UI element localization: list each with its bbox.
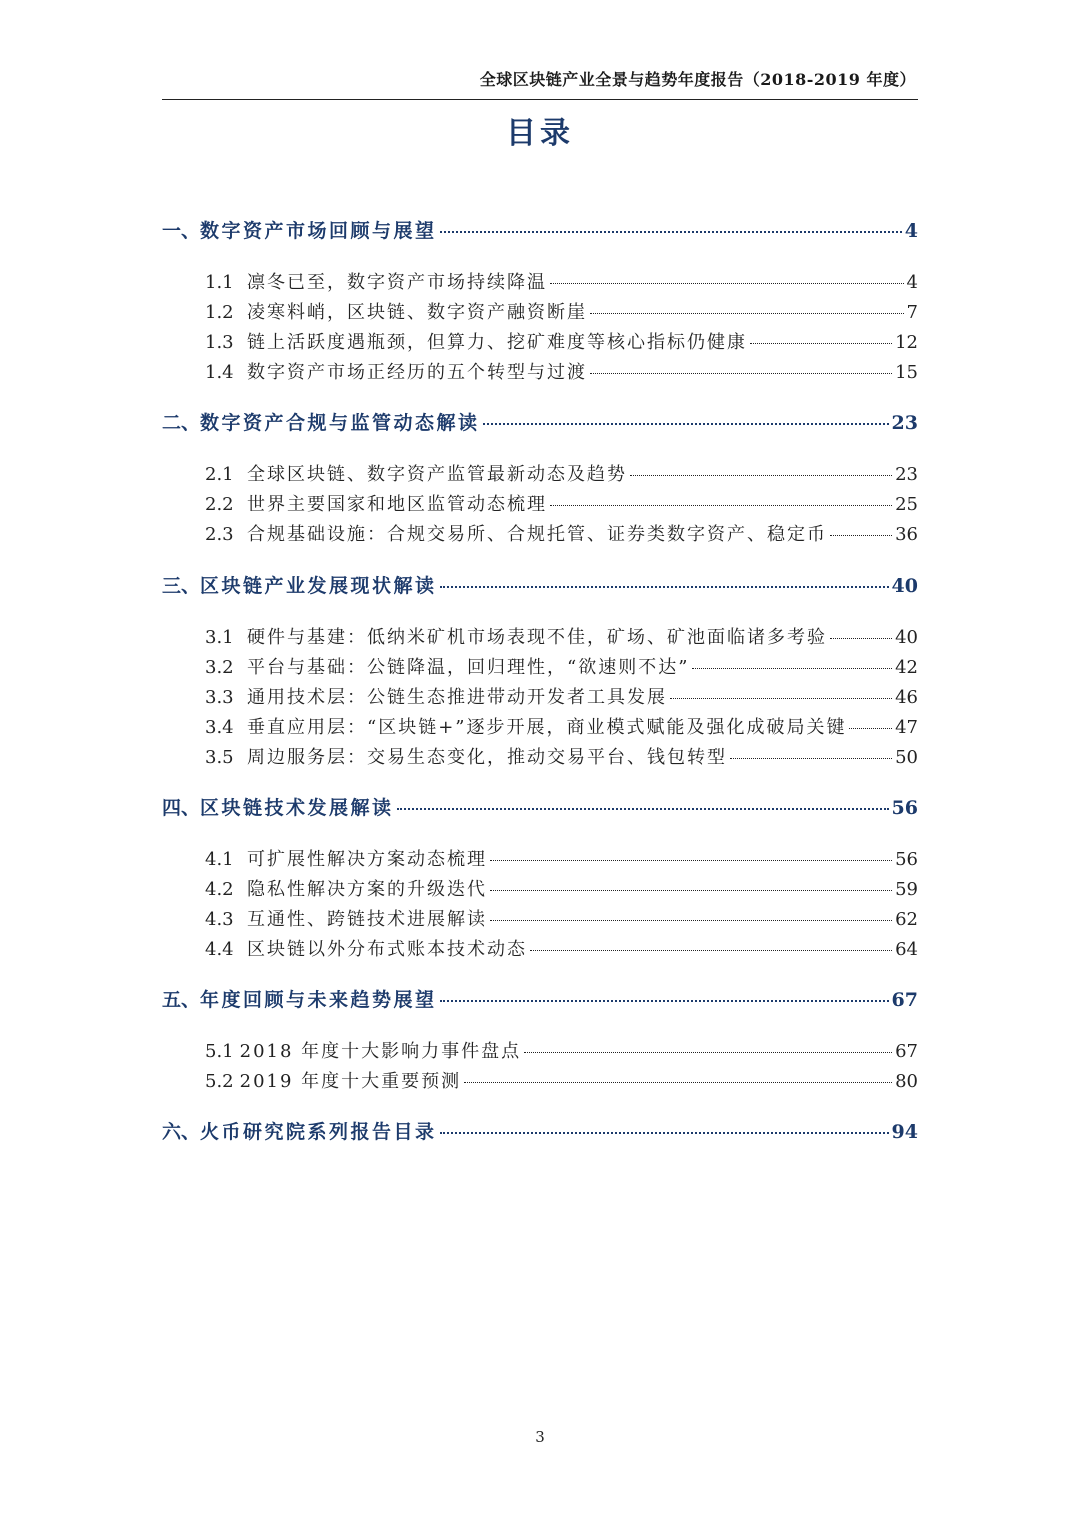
toc-entry-number: 3.5 — [205, 747, 234, 768]
toc-entry-page: 40 — [895, 627, 918, 648]
toc-entry-page: 46 — [895, 687, 918, 708]
toc-entry-number: 4.4 — [205, 939, 234, 960]
toc-dot-leader — [397, 808, 889, 810]
toc-dot-leader — [440, 586, 889, 588]
toc-entry-section-5[interactable] — [162, 985, 918, 1012]
toc-entry-2-3[interactable] — [205, 520, 918, 546]
toc-entry-page: 12 — [895, 332, 918, 353]
toc-entry-number: 3.1 — [205, 627, 234, 648]
toc-entry-page: 4 — [904, 220, 918, 242]
toc-entry-number: 4.3 — [205, 909, 234, 930]
toc-entry-label: 垂直应用层：“区块链+”逐步开展，商业模式赋能及强化成破局关键 — [247, 717, 847, 738]
toc-entry-number: 5.1 — [205, 1041, 234, 1062]
toc-dot-leader — [440, 1000, 889, 1002]
page-title: 目录 — [506, 116, 574, 151]
toc-entry-number: 一、 — [162, 220, 201, 242]
toc-entry-section-1[interactable] — [162, 216, 918, 243]
toc-entry-number: 二、 — [162, 412, 201, 434]
toc-entry-number: 3.3 — [205, 687, 234, 708]
running-header-text: 全球区块链产业全景与趋势年度报告（2018-2019 年度） — [479, 70, 916, 89]
toc-entry-4-2[interactable] — [205, 875, 918, 901]
toc-entry-label: 平台与基础：公链降温，回归理性，“欲速则不达” — [247, 657, 690, 678]
toc-entry-page: 40 — [891, 575, 918, 597]
toc-entry-page: 23 — [891, 412, 918, 434]
toc-entry-label: 世界主要国家和地区监管动态梳理 — [247, 494, 547, 515]
running-header — [162, 70, 918, 100]
toc-entry-3-1[interactable] — [205, 623, 918, 649]
toc-dot-leader — [630, 475, 892, 476]
toc-entry-label: 隐私性解决方案的升级迭代 — [247, 879, 487, 900]
toc-entry-3-2[interactable] — [205, 653, 918, 679]
toc-entry-1-3[interactable] — [205, 328, 918, 354]
toc-entry-page: 7 — [906, 302, 918, 323]
toc-entry-number: 四、 — [162, 797, 201, 819]
toc-entry-label: 互通性、跨链技术进展解读 — [247, 909, 487, 930]
toc-entry-label: 火币研究院系列报告目录 — [200, 1121, 437, 1143]
toc-entry-number: 1.2 — [205, 302, 234, 323]
toc-entry-page: 15 — [895, 362, 918, 383]
toc-entry-number: 三、 — [162, 575, 201, 597]
toc-entry-page: 59 — [895, 879, 918, 900]
toc-entry-label: 链上活跃度遇瓶颈，但算力、挖矿难度等核心指标仍健康 — [247, 332, 747, 353]
toc-entry-page: 62 — [895, 909, 918, 930]
toc-entry-label: 年度回顾与未来趋势展望 — [200, 989, 437, 1011]
toc-entry-page: 80 — [895, 1071, 918, 1092]
toc-entry-2-1[interactable] — [205, 460, 918, 486]
toc-entry-4-1[interactable] — [205, 845, 918, 871]
toc-entry-page: 64 — [895, 939, 918, 960]
toc-entry-label: 数字资产合规与监管动态解读 — [200, 412, 480, 434]
toc-entry-label: 区块链技术发展解读 — [200, 797, 394, 819]
toc-entry-number: 五、 — [162, 989, 201, 1011]
toc-dot-leader — [464, 1082, 892, 1083]
toc-dot-leader — [830, 638, 892, 639]
toc-entry-1-2[interactable] — [205, 298, 918, 324]
toc-entry-number: 5.2 — [205, 1071, 234, 1092]
toc-entry-label: 数字资产市场回顾与展望 — [200, 220, 437, 242]
toc-entry-1-4[interactable] — [205, 358, 918, 384]
toc-entry-label: 合规基础设施：合规交易所、合规托管、证券类数字资产、稳定币 — [247, 524, 827, 545]
toc-entry-number: 3.2 — [205, 657, 234, 678]
toc-entry-number: 3.4 — [205, 717, 234, 738]
toc-entry-label: 凛冬已至，数字资产市场持续降温 — [247, 272, 547, 293]
toc-entry-page: 67 — [891, 989, 918, 1011]
toc-entry-section-2[interactable] — [162, 408, 918, 435]
toc-dot-leader — [550, 283, 904, 284]
toc-entry-page: 36 — [895, 524, 918, 545]
toc-entry-4-4[interactable] — [205, 935, 918, 961]
toc-entry-number: 4.1 — [205, 849, 234, 870]
toc-dot-leader — [692, 668, 892, 669]
toc-entry-label: 区块链产业发展现状解读 — [200, 575, 437, 597]
toc-entry-page: 94 — [891, 1121, 918, 1143]
toc-entry-page: 56 — [895, 849, 918, 870]
toc-entry-number: 1.4 — [205, 362, 234, 383]
toc-entry-label: 2019 年度十大重要预测 — [239, 1071, 462, 1092]
toc-dot-leader — [590, 373, 892, 374]
toc-entry-label: 可扩展性解决方案动态梳理 — [247, 849, 487, 870]
toc-dot-leader — [490, 890, 892, 891]
toc-entry-label: 凌寒料峭，区块链、数字资产融资断崖 — [247, 302, 587, 323]
toc-entry-page: 42 — [895, 657, 918, 678]
toc-entry-label: 通用技术层：公链生态推进带动开发者工具发展 — [247, 687, 667, 708]
toc-dot-leader — [490, 860, 892, 861]
toc-entry-3-3[interactable] — [205, 683, 918, 709]
toc-dot-leader — [670, 698, 892, 699]
toc-entry-5-2[interactable] — [205, 1067, 918, 1093]
toc-dot-leader — [440, 1132, 889, 1134]
toc-entry-page: 23 — [895, 464, 918, 485]
toc-dot-leader — [730, 758, 892, 759]
toc-dot-leader — [550, 505, 892, 506]
toc-dot-leader — [849, 728, 892, 729]
toc-entry-page: 50 — [895, 747, 918, 768]
toc-entry-label: 2018 年度十大影响力事件盘点 — [239, 1041, 522, 1062]
toc-entry-number: 4.2 — [205, 879, 234, 900]
toc-entry-number: 1.1 — [205, 272, 234, 293]
toc-entry-label: 硬件与基建：低纳米矿机市场表现不佳，矿场、矿池面临诸多考验 — [247, 627, 827, 648]
toc-entry-label: 全球区块链、数字资产监管最新动态及趋势 — [247, 464, 627, 485]
toc-entry-label: 数字资产市场正经历的五个转型与过渡 — [247, 362, 587, 383]
toc-entry-number: 2.3 — [205, 524, 234, 545]
toc-entry-3-4[interactable] — [205, 713, 918, 739]
toc-entry-page: 56 — [891, 797, 918, 819]
toc-dot-leader — [830, 535, 892, 536]
toc-entry-page: 4 — [906, 272, 918, 293]
toc-dot-leader — [440, 231, 902, 233]
toc-dot-leader — [530, 950, 892, 951]
page-number: 3 — [535, 1428, 545, 1446]
toc-entry-page: 47 — [895, 717, 918, 738]
toc-entry-number: 六、 — [162, 1121, 201, 1143]
toc-dot-leader — [483, 423, 889, 425]
toc-entry-label: 区块链以外分布式账本技术动态 — [247, 939, 527, 960]
toc-dot-leader — [590, 313, 904, 314]
toc-entry-1-1[interactable] — [205, 268, 918, 294]
toc-dot-leader — [490, 920, 892, 921]
toc-entry-section-3[interactable] — [162, 571, 918, 598]
toc-entry-5-1[interactable] — [205, 1037, 918, 1063]
toc-entry-2-2[interactable] — [205, 490, 918, 516]
toc-entry-section-6[interactable] — [162, 1117, 918, 1144]
toc-dot-leader — [524, 1052, 892, 1053]
toc-entry-number: 2.1 — [205, 464, 234, 485]
toc-entry-number: 1.3 — [205, 332, 234, 353]
toc-entry-page: 25 — [895, 494, 918, 515]
toc-entry-page: 67 — [895, 1041, 918, 1062]
toc-entry-3-5[interactable] — [205, 743, 918, 769]
toc-entry-label: 周边服务层：交易生态变化，推动交易平台、钱包转型 — [247, 747, 727, 768]
toc-dot-leader — [750, 343, 892, 344]
toc-entry-4-3[interactable] — [205, 905, 918, 931]
toc-entry-section-4[interactable] — [162, 793, 918, 820]
toc-entry-number: 2.2 — [205, 494, 234, 515]
